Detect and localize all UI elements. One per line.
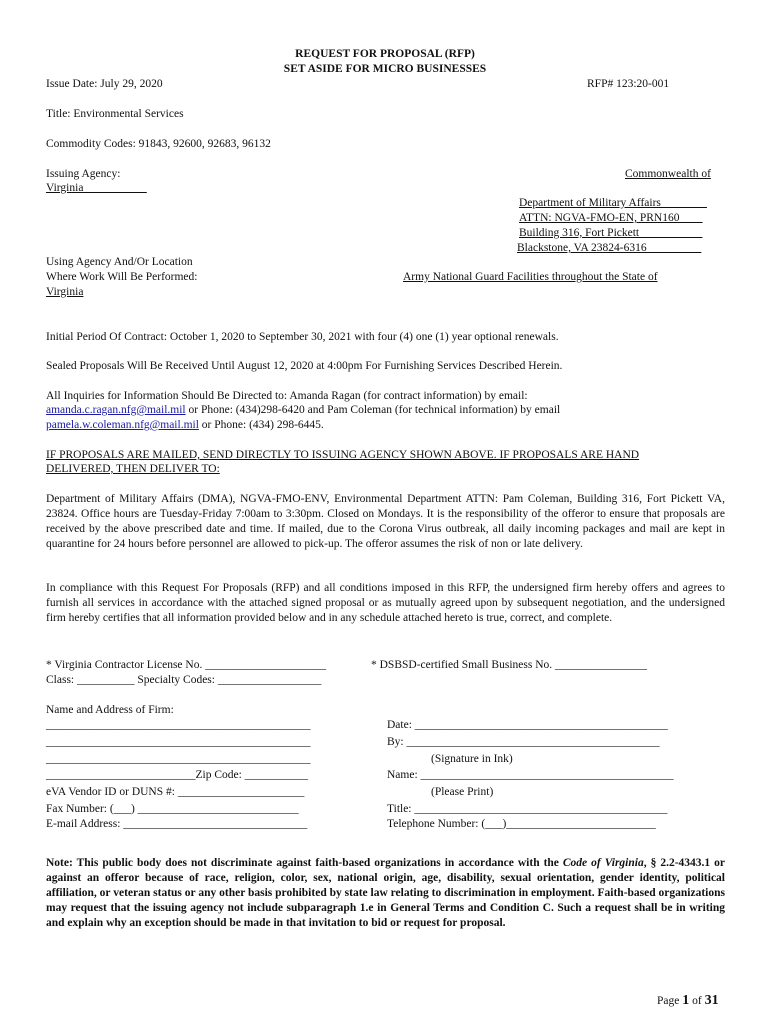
total-pages: 31 <box>704 993 719 1008</box>
issuing-agency-label: Issuing Agency: <box>46 168 121 180</box>
contractor-license-field[interactable]: * Virginia Contractor License No. _____________________ <box>46 659 326 671</box>
telephone-field[interactable]: Telephone Number: (___)__________________________ <box>387 818 656 830</box>
email-link-ragan[interactable]: amanda.c.ragan.nfg@mail.mil <box>46 404 186 416</box>
using-agency-value-state: Virginia <box>46 286 84 298</box>
using-agency-label: Using Agency And/Or Location <box>46 256 193 268</box>
agency-address-line: Building 316, Fort Pickett___________ <box>519 227 703 239</box>
agency-address-line: ATTN: NGVA-FMO-EN, PRN160____ <box>519 212 703 224</box>
commodity-codes: Commodity Codes: 91843, 92600, 92683, 96132 <box>46 138 271 150</box>
email-address-field[interactable]: E-mail Address: ________________________________ <box>46 818 308 830</box>
mailing-notice: DELIVERED, THEN DELIVER TO: <box>46 463 220 475</box>
firm-address-line[interactable]: ______________________________________________ <box>46 736 311 748</box>
dsbsd-field[interactable]: * DSBSD-certified Small Business No. ________________ <box>371 659 647 671</box>
rfp-title: Title: Environmental Services <box>46 108 184 120</box>
page-title: REQUEST FOR PROPOSAL (RFP) <box>295 48 475 60</box>
zip-code-field[interactable]: __________________________Zip Code: ___________ <box>46 769 308 781</box>
inquiries-phone-text: or Phone: (434)298-6420 and Pam Coleman (for technical information) by email <box>185 404 561 416</box>
date-field[interactable]: Date: ____________________________________________ <box>387 719 668 731</box>
delivery-paragraph: Department of Military Affairs (DMA), NGVA-FMO-ENV, Environmental Department ATTN: Pam Coleman, Building 316, Fort Pickett VA, 23824. Office hours are Tuesday-Friday 7:00am to 3:30pm. Closed on Mondays. It is the responsibility of the offeror to ensure that proposals are received by the above prescribed date and time. If mailed, due to the Corona Virus outbreak, all daily incoming packages and mail are kept in quarantine for 24 hours before personnel are allowed to pick-up. The offeror assumes the risk of non or late delivery. <box>46 493 725 550</box>
note-text: , § 2.2-4343.1 or against an offeror because of race, religion, color, sex, national origin, age, disability, sexual orientation, gender identity, political affiliation, or veteran status or any other basis prohibited by state law relating to discrimination in employment. Faith-based organizations may request that the issuing agency not include subparagraph 1.e in General Terms and Condition C. Such a request shall be in writing and explain why an exception should be made in that invitation to bid or request for proposal. <box>46 857 725 929</box>
inquiries-phone-text: or Phone: (434) 298-6445. <box>198 419 324 431</box>
firm-address-line[interactable]: ______________________________________________ <box>46 719 311 731</box>
eva-vendor-field[interactable]: eVA Vendor ID or DUNS #: ______________________ <box>46 786 305 798</box>
inquiries-line <box>46 403 560 418</box>
class-specialty-field[interactable]: Class: __________ Specialty Codes: __________________ <box>46 674 322 686</box>
compliance-paragraph: In compliance with this Request For Proposals (RFP) and all conditions imposed in this RFP, the undersigned firm hereby offers and agrees to furnish all services in accordance with the attached signed proposal or as mutually agreed upon by subsequent negotiation, and the undersigned firm hereby certifies that all information provided below and in any schedule attached hereto is true, correct, and complete. <box>46 582 725 624</box>
contract-period: Initial Period Of Contract: October 1, 2020 to September 30, 2021 with four (4) one (1) year optional renewals. <box>46 331 559 343</box>
page-label: Page <box>657 995 683 1007</box>
email-link-coleman[interactable]: pamela.w.coleman.nfg@mail.mil <box>46 419 199 431</box>
issue-date: Issue Date: July 29, 2020 <box>46 78 163 90</box>
firm-address-line[interactable]: ______________________________________________ <box>46 753 311 765</box>
note-text: Note: This public body does not discriminate against faith-based organizations in accordance with the <box>46 857 563 869</box>
title-field[interactable]: Title: ____________________________________________ <box>387 803 668 815</box>
agency-address-line: Department of Military Affairs________ <box>519 197 707 209</box>
page-subtitle: SET ASIDE FOR MICRO BUSINESSES <box>283 63 487 75</box>
firm-name-address-label: Name and Address of Firm: <box>46 704 174 716</box>
current-page: 1 <box>682 993 690 1008</box>
page-number <box>657 993 719 1009</box>
signature-field[interactable]: By: ____________________________________________ <box>387 736 660 748</box>
sealed-proposals-deadline: Sealed Proposals Will Be Received Until August 12, 2020 at 4:00pm For Furnishing Services Described Herein. <box>46 360 563 372</box>
print-note: (Please Print) <box>431 786 494 798</box>
mailing-notice: IF PROPOSALS ARE MAILED, SEND DIRECTLY TO ISSUING AGENCY SHOWN ABOVE. IF PROPOSALS ARE HAND <box>46 449 640 461</box>
non-discrimination-note <box>46 856 725 931</box>
signature-note: (Signature in Ink) <box>431 753 513 765</box>
rfp-number: RFP# 123:20-001 <box>587 78 670 90</box>
inquiries-line <box>46 418 324 433</box>
using-agency-label: Where Work Will Be Performed: <box>46 271 198 283</box>
fax-number-field[interactable]: Fax Number: (___) ____________________________ <box>46 803 299 815</box>
of-label: of <box>689 995 705 1007</box>
issuing-agency-virginia: Virginia___________ <box>46 182 147 194</box>
issuing-agency-commonwealth: Commonwealth of <box>625 168 711 180</box>
agency-address-line: Blackstone, VA 23824-6316 _________ <box>517 242 702 254</box>
printed-name-field[interactable]: Name: ____________________________________________ <box>387 769 674 781</box>
inquiries-text: All Inquiries for Information Should Be Directed to: Amanda Ragan (for contract information) by email: <box>46 390 528 402</box>
code-of-virginia: Code of Virginia <box>562 857 644 869</box>
using-agency-value: Army National Guard Facilities throughout the State of <box>403 271 658 283</box>
